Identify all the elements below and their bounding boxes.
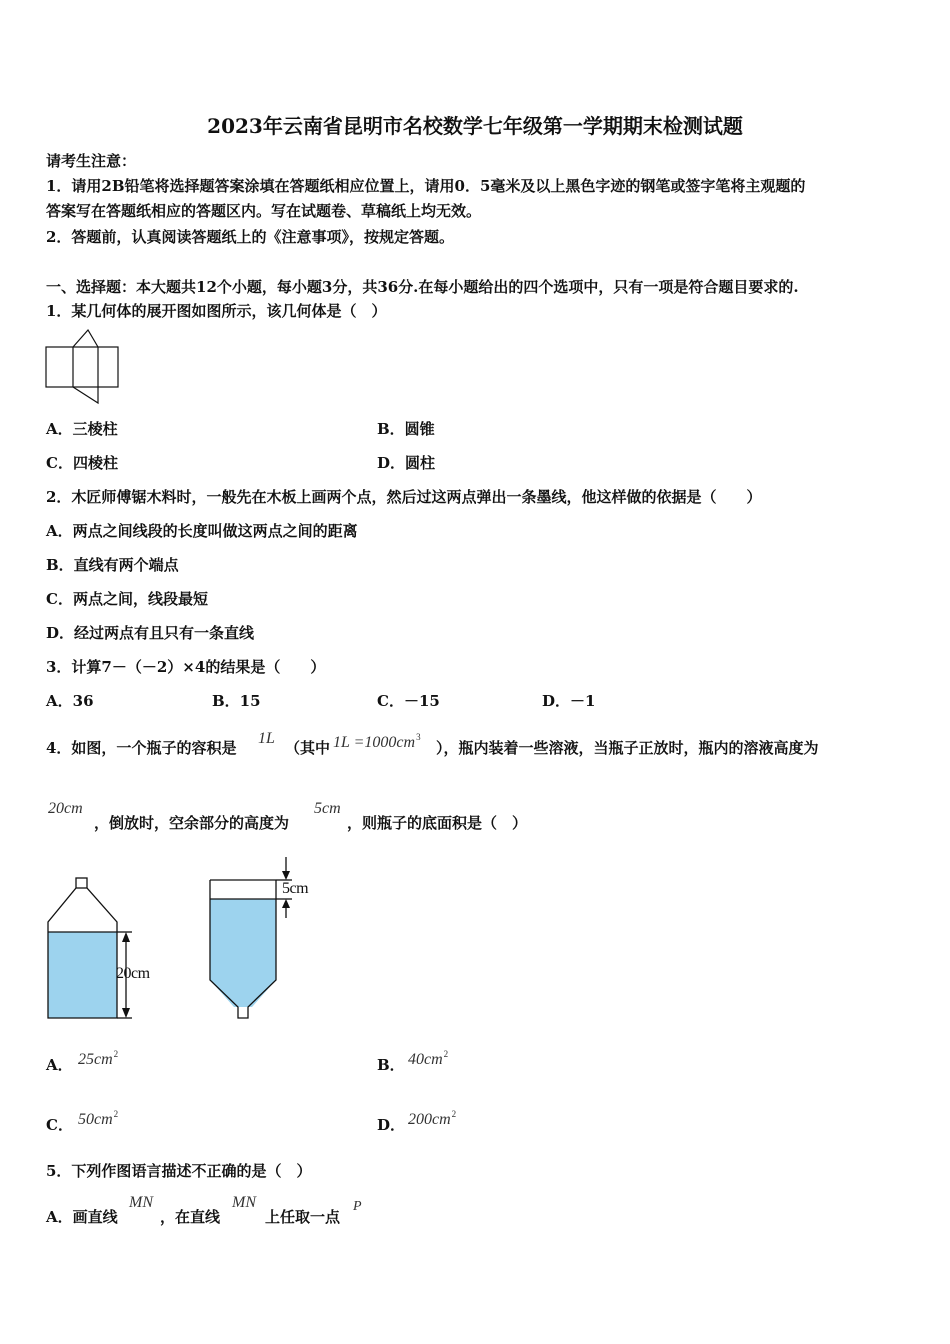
q1-option-c: C．四棱柱 — [46, 454, 118, 472]
bottle-20cm-label: 20cm — [116, 965, 150, 982]
q1-stem: 1．某几何体的展开图如图所示，该几何体是（ ） — [46, 302, 387, 320]
q4-stem-part-2: （其中 — [285, 739, 331, 757]
bottle-upright-figure — [40, 870, 175, 1025]
q3-option-a: A．36 — [46, 692, 94, 710]
q1-option-b: B．圆锥 — [377, 420, 435, 438]
q1-option-d: D．圆柱 — [377, 454, 436, 472]
q4-option-d-value: $200cm^2$ — [408, 1109, 457, 1128]
section-heading: 一、选择题：本大题共12个小题，每小题3分，共36分.在每小题给出的四个选项中，只有一项是符合题目要求的. — [46, 278, 799, 296]
q4-option-b-value: $40cm^2$ — [408, 1049, 449, 1068]
bottle-inverted-liquid — [210, 899, 276, 1007]
q3-option-c: C．－15 — [377, 692, 440, 710]
q5-option-a-part-1: A．画直线 — [46, 1208, 118, 1226]
q4-option-b-label: B． — [377, 1056, 405, 1074]
q5-math-mn-1: MN — [129, 1194, 153, 1211]
q2-option-b: B．直线有两个端点 — [46, 556, 179, 574]
notice-line-1: 1．请用2B铅笔将选择题答案涂填在答题纸相应位置上，请用0．5毫米及以上黑色字迹的钢笔或签字笔将主观题的 — [46, 177, 806, 195]
bottle-upright-liquid — [48, 932, 117, 1018]
q3-option-b: B．15 — [212, 692, 261, 710]
q2-option-a: A．两点之间线段的长度叫做这两点之间的距离 — [46, 522, 358, 540]
q3-option-d: D．－1 — [542, 692, 596, 710]
q4-stem-part-5: ，则瓶子的底面积是（ ） — [347, 814, 528, 832]
bottle-inverted-figure — [200, 855, 330, 1025]
q4-stem-part-3: ），瓶内装着一些溶液，当瓶子正放时，瓶内的溶液高度为 — [436, 739, 819, 757]
q4-option-a-value: $25cm^2$ — [78, 1049, 119, 1068]
bottle-5cm-label: 5cm — [282, 880, 309, 897]
q4-math-volume: $1L =1000cm^3$ — [333, 732, 421, 751]
q2-option-c: C．两点之间，线段最短 — [46, 590, 208, 608]
notice-line-1b: 答案写在答题纸相应的答题区内。写在试题卷、草稿纸上均无效。 — [46, 202, 482, 220]
notice-heading: 请考生注意： — [46, 152, 137, 170]
q1-option-a: A．三棱柱 — [46, 420, 118, 438]
q4-option-c-label: C． — [46, 1116, 73, 1134]
q2-stem: 2．木匠师傅锯木料时，一般先在木板上画两个点，然后过这两点弹出一条墨线，他这样做的依据是（ ） — [46, 488, 762, 506]
q5-stem: 5．下列作图语言描述不正确的是（ ） — [46, 1162, 312, 1180]
q4-option-c-value: $50cm^2$ — [78, 1109, 119, 1128]
q4-math-1l: 1L — [258, 730, 275, 747]
q4-option-a-label: A． — [46, 1056, 73, 1074]
page-title: 2023年云南省昆明市名校数学七年级第一学期期末检测试题 — [207, 114, 743, 138]
notice-line-2: 2．答题前，认真阅读答题纸上的《注意事项》，按规定答题。 — [46, 228, 454, 246]
q5-option-a-part-3: 上任取一点 — [265, 1208, 341, 1226]
net-figure — [44, 327, 122, 407]
q4-option-d-label: D． — [377, 1116, 406, 1134]
q4-math-5cm: 5cm — [314, 800, 341, 817]
q5-math-mn-2: MN — [232, 1194, 256, 1211]
q4-stem-part-1: 4．如图，一个瓶子的容积是 — [46, 739, 237, 757]
q5-option-a-part-2: ，在直线 — [160, 1208, 221, 1226]
q5-math-p: P — [353, 1199, 362, 1214]
q2-option-d: D．经过两点有且只有一条直线 — [46, 624, 255, 642]
q3-stem: 3．计算7－（－2）×4的结果是（ ） — [46, 658, 326, 676]
q4-stem-part-4: ，倒放时，空余部分的高度为 — [94, 814, 290, 832]
q4-math-20cm: 20cm — [48, 800, 83, 817]
